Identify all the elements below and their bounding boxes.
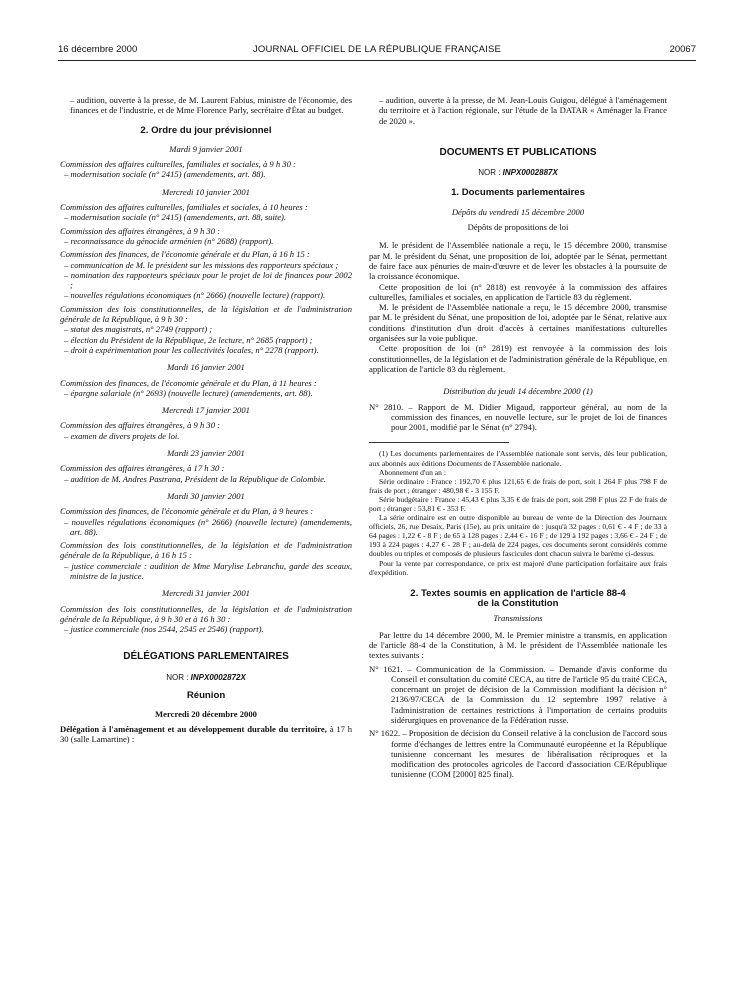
depots-paragraphs (369, 240, 667, 374)
agenda-commission: Commission des affaires culturelles, familiales et sociales, à 10 heures : (60, 202, 308, 213)
reunion-time: à 17 h 30 (salle Lamartine) : (60, 723, 352, 744)
agenda-block (60, 463, 352, 484)
texte-item: N° 1622. – Proposition de décision du Conseil relative à la conclusion de l'accord sous forme d'échanges de lettres entre la Communauté européenne et la République tunisienne concernant les mesures de libéralisation réciproques et la modification des protocoles agricoles de l'accord d'association CE/République tunisienne (COM [2000] 825 final). (369, 728, 667, 780)
nor-code: INPX0002872X (190, 672, 246, 682)
footnote-rule (369, 442, 509, 443)
agenda-commission: Commission des lois constitutionnelles, de la législation et de l'administration générale de la République, à 9 h 30 : (60, 303, 352, 325)
agenda-item: – modernisation sociale (n° 2415) (amendements, art. 88, suite). (64, 212, 287, 223)
documents-title: DOCUMENTS ET PUBLICATIONS (439, 146, 597, 158)
texte-item: N° 1621. – Communication de la Commission. – Demande d'avis conforme du Conseil et consultation du comité CECA, au titre de l'article 95 du traité CECA, concernant un projet de décision de la Commission modifiant la décision n° 2136/97/CECA de la Commission du 12 septembre 1997 relative à l'administration de certaines restrictions à l'importation de certains produits sidérurgiques en provenance de la Fédération russe. (369, 663, 667, 725)
agenda-item: – modernisation sociale (n° 2415) (amendements, art. 88). (64, 169, 266, 180)
agenda-date: Mardi 30 janvier 2001 (167, 490, 245, 501)
depot-paragraph: M. le président de l'Assemblée nationale a reçu, le 15 décembre 2000, transmise par M. le président du Sénat, une proposition de loi, adoptée par le Sénat, relative aux conditions d'institution d'un droit d'accès à certaines manifestations culturelles organisées sur la voie publique. (369, 302, 667, 344)
reunion-date: Mercredi 20 décembre 2000 (155, 709, 257, 720)
delegations-nor (60, 673, 352, 683)
header-date: 16 décembre 2000 (58, 44, 138, 55)
textes-items (369, 664, 667, 780)
footnote-paragraph: (1) Les documents parlementaires de l'Assemblée nationale sont servis, dès leur publication, aux abonnés aux éditions Documents de l'Assemblée nationale. (369, 449, 667, 468)
agenda-commission: Commission des lois constitutionnelles, de la législation et de l'administration générale de la République, à 16 h 15 : (60, 540, 352, 561)
left-column (60, 95, 352, 744)
agenda-block (60, 378, 352, 399)
header-rule (58, 60, 696, 61)
agenda-item: – reconnaissance du génocide arménien (n° 2688) (rapport). (64, 235, 274, 246)
agenda-item: – justice commerciale : audition de Mme Marylise Lebranchu, garde des sceaux, ministre de la justice. (64, 560, 352, 581)
agenda-block (60, 202, 352, 223)
footnote-paragraph: La série ordinaire est en outre disponible au bureau de vente de la Direction des Journaux officiels, 26, rue Desaix, Paris (15e), au prix unitaire de : jusqu'à 32 pages : 0,61 € - 4 F ; de 33 à 64 pages : 1,22 € - 8 F ; de 65 à 128 pages : 2,44 € - 16 F ; de 129 à 192 pages : 3,66 € - 24 F ; de 193 à 224 pages : 4,27 € - 28 F ; au-delà de 224 pages, ces documents seront considérés comme doubles ou triples et composés de plusieurs fascicules dont chacun suivra le barème ci-dessus. (369, 513, 667, 559)
journal-title: JOURNAL OFFICIEL DE LA RÉPUBLIQUE FRANÇAISE (252, 44, 502, 55)
agenda-commission: Commission des finances, de l'économie générale et du Plan, à 9 heures : (60, 506, 314, 517)
agenda-item: – nouvelles régulations économiques (n° 2666) (nouvelle lecture) (rapport). (64, 290, 326, 301)
textes-title-1: 2. Textes soumis en application de l'article 88-4 (410, 587, 626, 599)
depot-paragraph: Cette proposition de loi (n° 2818) est renvoyée à la commission des affaires culturelles, familiales et sociales, en application de l'article 83 du règlement. (369, 281, 667, 302)
agenda-item: – communication de M. le président sur les missions des rapporteurs spéciaux ; (64, 259, 339, 270)
agenda-days (60, 144, 352, 635)
footnote-paragraph: Pour la vente par correspondance, ce prix est majoré d'une participation forfaitaire aux frais d'expédition. (369, 558, 667, 577)
agenda-commission: Commission des affaires étrangères, à 9 h 30 : (60, 225, 221, 236)
nor-label: NOR : (478, 168, 501, 178)
agenda-commission: Commission des finances, de l'économie générale et du Plan, à 11 heures : (60, 377, 317, 388)
intro-audition-right: – audition, ouverte à la presse, de M. Jean-Louis Guigou, délégué à l'aménagement du territoire et à l'action régionale, sur l'étude de la DATAR « Aménager la France de 2020 ». (379, 95, 667, 126)
agenda-block (60, 506, 352, 537)
agenda-date: Mardi 16 janvier 2001 (167, 362, 245, 373)
agenda-item: – justice commerciale (nos 2544, 2545 et 2546) (rapport). (64, 624, 264, 635)
agenda-item: – épargne salariale (n° 2693) (nouvelle lecture) (amendements, art. 88). (64, 387, 313, 398)
footnote-paragraph: Série budgétaire : France : 45,43 € plus 3,35 € de frais de port, soit 298 F plus 22 F de frais de port ; étranger : 53,81 € - 353 F. (369, 494, 667, 513)
transmissions-label: Transmissions (493, 613, 543, 624)
ordre-du-jour-title: 2. Ordre du jour prévisionnel (140, 124, 272, 136)
documents-nor (369, 168, 667, 178)
depots-subtitle: Dépôts de propositions de loi (467, 222, 569, 233)
textes-intro: Par lettre du 14 décembre 2000, M. le Premier ministre a transmis, en application de l'article 88-4 de la Constitution, à M. le président de l'Assemblée nationale les textes suivants : (369, 629, 667, 661)
agenda-commission: Commission des finances, de l'économie générale et du Plan, à 16 h 15 : (60, 249, 310, 260)
reunion-title: Réunion (186, 690, 226, 702)
textes-title-2: de la Constitution (477, 598, 559, 610)
footnote-paragraph: Série ordinaire : France : 192,70 € plus 121,65 € de frais de port, soit 1 264 F plus 798 F de frais de port ; étranger : 480,98 € - 3 155 F. (369, 476, 667, 495)
nor-label: NOR : (166, 672, 189, 682)
distribution-item: N° 2810. – Rapport de M. Didier Migaud, rapporteur général, au nom de la commission des finances, en nouvelle lecture, sur le projet de loi de finances pour 2001, modifié par le Sénat (n° 2794). (369, 401, 667, 433)
depot-paragraph: Cette proposition de loi (n° 2819) est renvoyée à la commission des lois constitutionnelles, de la législation et de l'administration générale de la République, en application de l'article 83 du règlement. (369, 343, 667, 374)
agenda-date: Mercredi 10 janvier 2001 (162, 186, 250, 197)
agenda-block (60, 249, 352, 300)
agenda-block (60, 159, 352, 180)
agenda-block (60, 304, 352, 355)
agenda-commission: Commission des affaires étrangères, à 17 h 30 : (60, 463, 225, 474)
agenda-block (60, 420, 352, 441)
agenda-commission: Commission des affaires culturelles, familiales et sociales, à 9 h 30 : (60, 159, 296, 170)
depots-date: Dépôts du vendredi 15 décembre 2000 (451, 206, 585, 217)
agenda-item: – nouvelles régulations économiques (n° 2666) (nouvelle lecture) (amendements, art. 88). (64, 516, 352, 537)
agenda-item: – statut des magistrats, n° 2749 (rapport) ; (64, 324, 213, 335)
agenda-block (60, 226, 352, 247)
depot-paragraph: M. le président de l'Assemblée nationale a reçu, le 15 décembre 2000, transmise par M. le président du Sénat, une proposition de loi, adoptée par le Sénat, permettant de faire face aux pénuries de main-d'œuvre et de lever les obstacles à la poursuite de la croissance économique. (369, 240, 667, 282)
agenda-item: – examen de divers projets de loi. (64, 430, 180, 441)
agenda-item: – élection du Président de la République, 2e lecture, n° 2685 (rapport) ; (64, 334, 313, 345)
right-column (369, 95, 667, 780)
delegations-title: DÉLÉGATIONS PARLEMENTAIRES (123, 651, 289, 663)
agenda-date: Mercredi 17 janvier 2001 (162, 405, 250, 416)
page-number: 20067 (669, 44, 696, 55)
footnote (369, 449, 667, 576)
agenda-block (60, 604, 352, 635)
agenda-item: – droit à expérimentation pour les collectivités locales, n° 2278 (rapport). (64, 344, 319, 355)
agenda-date: Mardi 9 janvier 2001 (169, 143, 243, 154)
footnote-paragraph: Abonnement d'un an : (379, 467, 446, 477)
agenda-item: – nomination des rapporteurs spéciaux pour le projet de loi de finances pour 2002 ; (64, 269, 352, 291)
documents-parlementaires-title: 1. Documents parlementaires (451, 187, 585, 199)
intro-audition: – audition, ouverte à la presse, de M. Laurent Fabius, ministre de l'économie, des finances et de l'industrie, et de Mme Florence Parly, secrétaire d'État au budget. (70, 95, 352, 116)
agenda-date: Mardi 23 janvier 2001 (167, 448, 245, 459)
distribution-date: Distribution du jeudi 14 décembre 2000 (1) (443, 386, 593, 397)
agenda-commission: Commission des affaires étrangères, à 9 h 30 : (60, 420, 221, 431)
agenda-date: Mercredi 31 janvier 2001 (162, 588, 250, 599)
reunion-text (60, 724, 352, 745)
agenda-item: – audition de M. Andres Pastrana, Président de la République de Colombie. (64, 473, 327, 484)
nor-code: INPX0002887X (502, 168, 558, 178)
reunion-delegation: Délégation à l'aménagement et au développement durable du territoire, (60, 723, 327, 734)
agenda-block (60, 540, 352, 581)
agenda-commission: Commission des lois constitutionnelles, de la législation et de l'administration générale de la République, à 9 h 30 et à 16 h 30 : (60, 603, 352, 624)
page-header (58, 44, 696, 58)
